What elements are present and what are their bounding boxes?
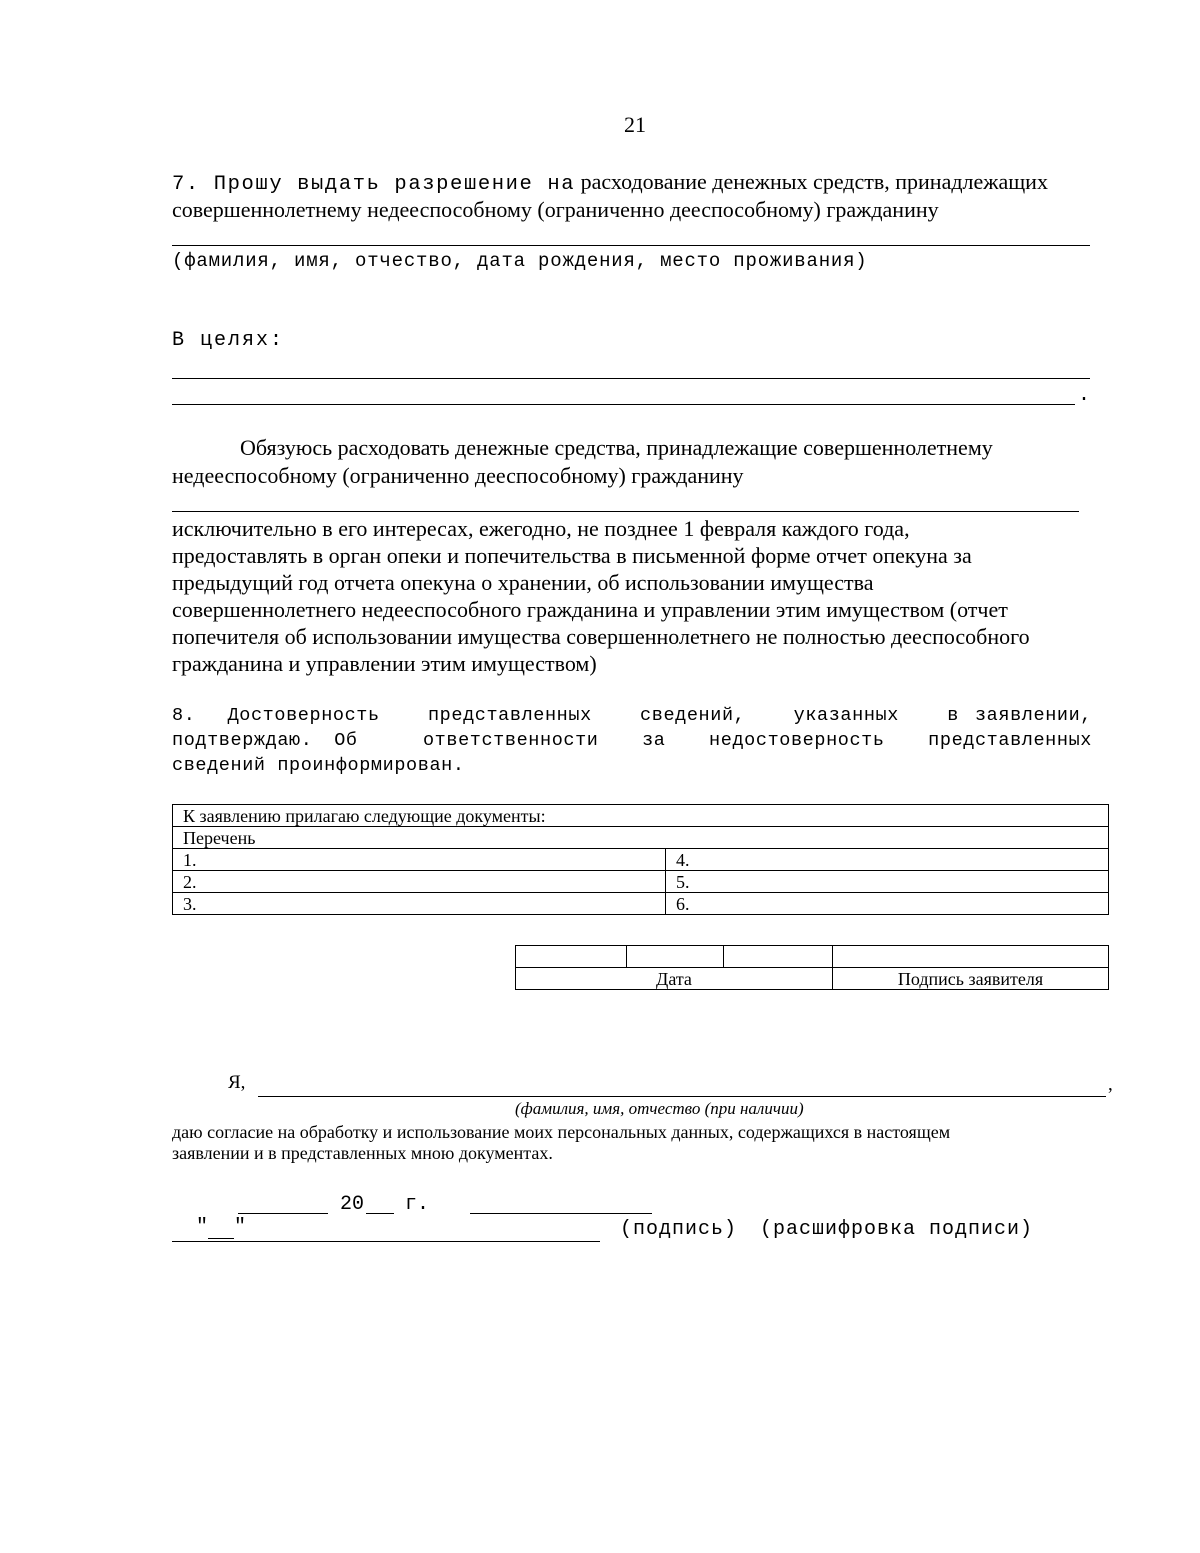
signature-label: Подпись заявителя	[833, 968, 1109, 990]
obligation-p-line6: гражданина и управлении этим имуществом)	[172, 651, 597, 676]
obligation-line1: Обязуюсь расходовать денежные средства, принадлежащие совершеннолетнему	[240, 435, 993, 460]
document-cell[interactable]: 3.	[173, 893, 666, 915]
year-suffix: г.	[405, 1193, 430, 1216]
date-signature-table	[515, 945, 1109, 990]
table-row	[173, 893, 1109, 915]
section7-line2: совершеннолетнему недееспособному (ограниченно дееспособному) гражданину	[172, 197, 939, 222]
obligation-p-line4: совершеннолетнего недееспособного гражданина и управлении этим имуществом (отчет	[172, 597, 1008, 622]
signature-cell[interactable]	[833, 946, 1109, 968]
table-row	[173, 805, 1109, 827]
table-row	[173, 849, 1109, 871]
purpose-label: В целях:	[172, 329, 285, 352]
section7-caption: (фамилия, имя, отчество, дата рождения, место проживания)	[172, 250, 868, 272]
ward-name-line	[172, 511, 1079, 512]
document-cell[interactable]: 2.	[173, 871, 666, 893]
obligation-p-line5: попечителя об использовании имущества совершеннолетнего не полностью дееспособного	[172, 624, 1030, 649]
date-year-cell[interactable]	[724, 946, 833, 968]
consent-prefix: Я,	[228, 1072, 246, 1093]
consent-line2: заявлении и в представленных мною документах.	[172, 1143, 553, 1163]
section7-line1	[172, 168, 1048, 198]
section8-line2: подтверждаю. Об ответственности за недостоверность представленных	[172, 730, 1092, 751]
month-blank[interactable]	[238, 1213, 328, 1214]
table-row	[516, 968, 1109, 990]
year-blank[interactable]	[366, 1213, 394, 1214]
year-prefix: 20	[340, 1193, 365, 1216]
documents-table	[172, 804, 1109, 915]
obligation-p-line3: предыдущий год отчета опекуна о хранении, об использовании имущества	[172, 570, 874, 595]
section7-lead-rest: расходование денежных средств, принадлежащих	[575, 169, 1048, 194]
applicant-name-line	[172, 245, 1090, 246]
day-blank[interactable]	[208, 1220, 234, 1239]
purpose-end-dot: .	[1078, 384, 1091, 407]
consent-comma: ,	[1108, 1074, 1113, 1095]
table-row	[173, 827, 1109, 849]
obligation-line2: недееспособному (ограниченно дееспособному) гражданину	[172, 463, 744, 488]
consent-line1: даю согласие на обработку и использование моих персональных данных, содержащихся в настоящем	[172, 1122, 951, 1142]
decode-caption: (расшифровка подписи)	[760, 1218, 1034, 1241]
signature-blank[interactable]	[470, 1213, 652, 1214]
table-row	[173, 871, 1109, 893]
date-month-cell[interactable]	[627, 946, 724, 968]
date-day-cell[interactable]	[516, 946, 627, 968]
obligation-p-line1: исключительно в его интересах, ежегодно, не позднее 1 февраля каждого года,	[172, 516, 910, 541]
decode-blank[interactable]	[172, 1241, 600, 1242]
footer-date	[172, 1193, 246, 1239]
section8-line3: сведений проинформирован.	[172, 755, 465, 776]
obligation-p-line2: предоставлять в орган опеки и попечительства в письменной форме отчет опекуна за	[172, 543, 972, 568]
section8-line1: 8. Достоверность представленных сведений, указанных в заявлении,	[172, 705, 1092, 726]
section7-lead-mono: 7. Прошу выдать разрешение на	[172, 173, 576, 196]
consent-name-line	[258, 1096, 1106, 1097]
date-quote-open: "	[196, 1216, 209, 1239]
date-quote-close: "	[234, 1216, 247, 1239]
documents-header: К заявлению прилагаю следующие документы:	[173, 805, 1109, 827]
consent-caption: (фамилия, имя, отчество (при наличии)	[515, 1099, 804, 1118]
purpose-line-2	[172, 404, 1075, 405]
date-label: Дата	[516, 968, 833, 990]
documents-subheader: Перечень	[173, 827, 1109, 849]
purpose-line-1	[172, 378, 1090, 379]
signature-caption: (подпись)	[620, 1218, 738, 1241]
table-row	[516, 946, 1109, 968]
document-cell[interactable]: 1.	[173, 849, 666, 871]
document-cell[interactable]: 5.	[666, 871, 1109, 893]
page-number: 21	[624, 112, 646, 137]
document-cell[interactable]: 6.	[666, 893, 1109, 915]
document-cell[interactable]: 4.	[666, 849, 1109, 871]
